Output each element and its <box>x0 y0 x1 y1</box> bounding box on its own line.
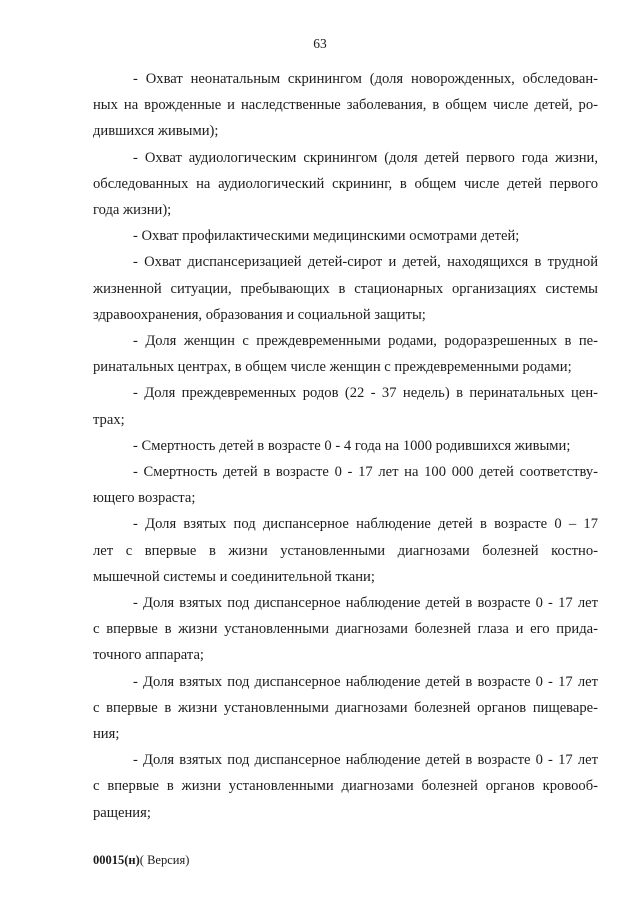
document-footer <box>93 853 189 868</box>
text-line: ринатальных центрах, в общем числе женщин с преждевременными родами; <box>93 359 572 376</box>
text-line: - Доля женщин с преждевременными родами, родоразрешенных в пе- <box>133 333 598 350</box>
text-line: года жизни); <box>93 202 172 219</box>
footer-version-label: ( Версия) <box>139 853 190 867</box>
text-line: ния; <box>93 726 120 743</box>
text-line: - Охват аудиологическим скринингом (доля детей первого года жизни, <box>133 149 598 166</box>
list-item <box>93 249 598 328</box>
text-line: жизненной ситуации, пребывающих в стационарных организациях системы <box>93 280 598 297</box>
text-line: ращения; <box>93 804 151 821</box>
text-line: мышечной системы и соединительной ткани; <box>93 568 375 585</box>
list-item <box>93 747 598 826</box>
list-item <box>93 590 598 669</box>
document-body <box>93 66 598 826</box>
text-line: ных на врожденные и наследственные заболевания, в общем числе детей, ро- <box>93 97 598 114</box>
list-item <box>93 669 598 748</box>
list-item <box>93 380 598 432</box>
text-line: - Охват профилактическими медицинскими осмотрами детей; <box>133 228 520 245</box>
text-line: - Охват диспансеризацией детей-сирот и детей, находящихся в трудной <box>133 254 598 271</box>
text-line: с впервые в жизни установленными диагнозами болезней органов пищеваре- <box>93 699 598 716</box>
text-line: - Охват неонатальным скринингом (доля новорожденных, обследован- <box>133 71 598 87</box>
list-item <box>93 328 598 380</box>
text-line: - Доля взятых под диспансерное наблюдение детей в возрасте 0 - 17 лет <box>133 673 598 690</box>
list-item <box>93 145 598 224</box>
text-line: - Доля взятых под диспансерное наблюдение детей в возрасте 0 - 17 лет <box>133 595 598 612</box>
text-line: точного аппарата; <box>93 647 204 664</box>
text-line: дившихся живыми); <box>93 123 219 140</box>
list-item <box>93 433 598 459</box>
text-line: - Доля преждевременных родов (22 - 37 недель) в перинатальных цен- <box>133 385 598 402</box>
text-line: обследованных на аудиологический скрининг, в общем числе детей первого <box>93 175 598 192</box>
text-line: с впервые в жизни установленными диагнозами болезней органов кровооб- <box>93 778 598 795</box>
footer-code: 00015(н) <box>93 853 140 867</box>
text-line: - Смертность детей в возрасте 0 - 4 года на 1000 родившихся живыми; <box>133 437 571 454</box>
text-line: с впервые в жизни установленными диагнозами болезней глаза и его прида- <box>93 621 598 638</box>
list-item <box>93 66 598 145</box>
text-line: здравоохранения, образования и социальной защиты; <box>93 306 426 323</box>
list-item <box>93 459 598 511</box>
list-item <box>93 511 598 590</box>
list-item <box>93 223 598 249</box>
page-number: 63 <box>313 36 327 51</box>
text-line: трах; <box>93 411 125 428</box>
text-line: лет с впервые в жизни установленными диагнозами болезней костно- <box>93 542 598 559</box>
text-line: ющего возраста; <box>93 490 196 507</box>
text-line: - Доля взятых под диспансерное наблюдение детей в возрасте 0 – 17 <box>133 516 598 533</box>
text-line: - Доля взятых под диспансерное наблюдение детей в возрасте 0 - 17 лет <box>133 752 598 769</box>
text-line: - Смертность детей в возрасте 0 - 17 лет на 100 000 детей соответству- <box>133 464 598 481</box>
